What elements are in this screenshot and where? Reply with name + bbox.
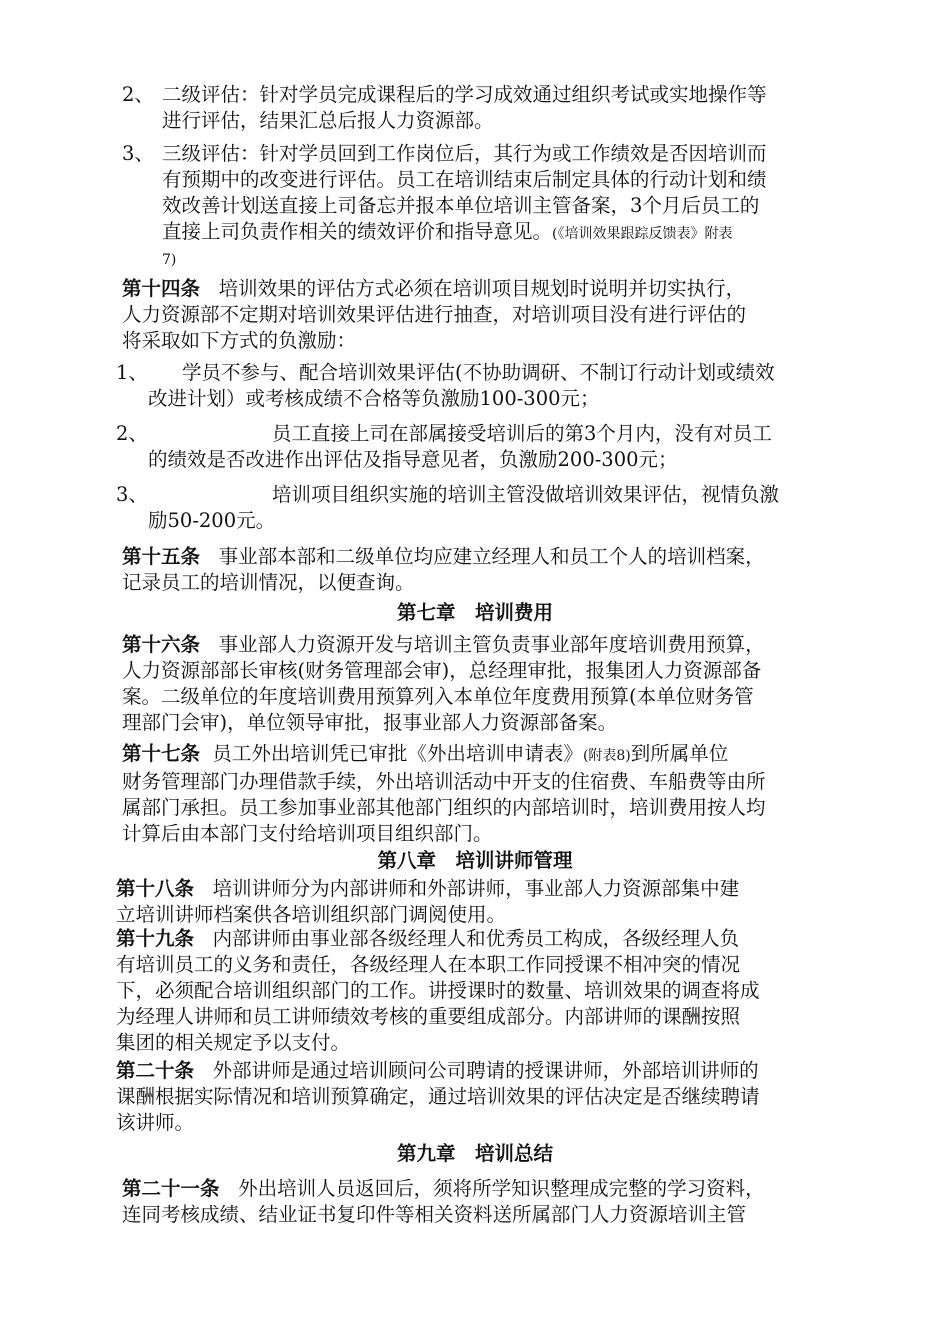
list-item — [148, 386, 600, 412]
text-line: 有培训员工的义务和责任，各级经理人在本职工作同授课不相冲突的情况 — [116, 953, 741, 976]
text-line: 记录员工的培训情况，以便查询。 — [122, 571, 415, 594]
text-line: 集团的相关规定予以支付。 — [116, 1031, 351, 1054]
article-18 — [116, 876, 739, 928]
text-line: 进行评估，结果汇总后报人力资源部。 — [162, 109, 494, 132]
text-line: 员工直接上司在部属接受培训后的第3个月内，没有对员工 — [272, 422, 772, 445]
text-line: 事业部人力资源开发与培训主管负责事业部年度培训费用预算， — [218, 633, 765, 656]
text-line: 该讲师。 — [116, 1111, 195, 1134]
text-line: 属部门承担。员工参加事业部其他部门组织的内部培训时，培训费用按人均 — [122, 796, 766, 819]
list-item — [162, 82, 767, 134]
text-line: 下，必须配合培训组织部门的工作。讲授课时的数量、培训效果的调查将成 — [116, 979, 760, 1002]
article-17 — [122, 741, 766, 847]
text-line: 直接上司负责作相关的绩效评价和指导意见。 — [162, 220, 553, 243]
list-item — [148, 447, 678, 473]
text-line: 理部门会审)，单位领导审批，报事业部人力资源部备案。 — [122, 711, 618, 734]
text-line: 将采取如下方式的负激励： — [122, 329, 357, 352]
text-line: 有预期中的改变进行评估。员工在培训结束后制定具体的行动计划和绩 — [162, 168, 767, 191]
text-line: 培训项目组织实施的培训主管没做培训效果评估，视情负激 — [272, 483, 780, 506]
article-label: 第十五条 — [122, 545, 201, 568]
text-line: 二级评估：针对学员完成课程后的学习成效通过组织考试或实地操作等 — [162, 83, 767, 106]
text-line: 的绩效是否改进作出评估及指导意见者，负激励200-300元； — [148, 448, 678, 471]
article-21 — [122, 1176, 765, 1228]
form-reference: (附表8) — [582, 748, 631, 764]
text-line: 员工外出培训凭已审批《外出培训申请表》 — [212, 742, 583, 765]
text-line: 财务管理部门办理借款手续，外出培训活动中开支的住宿费、车船费等由所 — [122, 770, 766, 793]
text-line: 立培训讲师档案供各培训组织部门调阅使用。 — [116, 903, 507, 926]
item-number: 3、 — [122, 142, 154, 165]
article-label: 第十九条 — [116, 927, 195, 950]
text-line: 人力资源部不定期对培训效果评估进行抽查，对培训项目没有进行评估的 — [122, 303, 747, 326]
text-line: 课酬根据实际情况和培训预算确定，通过培训效果的评估决定是否继续聘请 — [116, 1085, 760, 1108]
text-line: 连同考核成绩、结业证书复印件等相关资料送所属部门人力资源培训主管 — [122, 1203, 747, 1226]
article-label: 第十四条 — [122, 277, 201, 300]
list-item — [272, 421, 772, 447]
text-line: 外出培训人员返回后，须将所学知识整理成完整的学习资料， — [238, 1177, 765, 1200]
text-line: 事业部本部和二级单位均应建立经理人和员工个人的培训档案， — [218, 545, 765, 568]
item-number: 1、 — [116, 361, 148, 384]
form-reference: 7) — [162, 252, 177, 268]
text-line: 为经理人讲师和员工讲师绩效考核的重要组成部分。内部讲师的课酬按照 — [116, 1005, 741, 1028]
list-item — [182, 360, 775, 386]
chapter-heading: 第八章 培训讲师管理 — [377, 849, 573, 872]
text-line: 学员不参与、配合培训效果评估(不协助调研、不制订行动计划或绩效 — [182, 361, 775, 384]
item-number: 3、 — [116, 483, 148, 506]
text-line: 到所属单位 — [630, 742, 729, 765]
text-line: 计算后由本部门支付给培训项目组织部门。 — [122, 822, 493, 845]
form-reference: (《培训效果跟踪反馈表》附表 — [552, 226, 733, 242]
item-number: 2、 — [122, 83, 154, 106]
text-line: 效改善计划送直接上司备忘并报本单位培训主管备案，3个月后员工的 — [162, 194, 760, 217]
text-line: 人力资源部部长审核(财务管理部会审)，总经理审批，报集团人力资源部备 — [122, 659, 762, 682]
article-label: 第十七条 — [122, 742, 201, 765]
chapter-heading: 第九章 培训总结 — [396, 1142, 553, 1165]
article-label: 第二十一条 — [122, 1177, 220, 1200]
text-line: 三级评估：针对学员回到工作岗位后，其行为或工作绩效是否因培训而 — [162, 142, 767, 165]
article-label: 第二十条 — [116, 1059, 195, 1082]
text-line: 内部讲师由事业部各级经理人和优秀员工构成，各级经理人负 — [212, 927, 740, 950]
article-label: 第十六条 — [122, 633, 201, 656]
article-label: 第十八条 — [116, 877, 195, 900]
list-item — [162, 141, 767, 273]
text-line: 励50-200元。 — [148, 509, 276, 532]
article-20 — [116, 1058, 760, 1136]
list-item — [272, 482, 779, 508]
text-line: 改进计划）或考核成绩不合格等负激励100-300元； — [148, 387, 600, 410]
article-16 — [122, 632, 765, 736]
text-line: 培训效果的评估方式必须在培训项目规划时说明并切实执行， — [218, 277, 746, 300]
text-line: 案。二级单位的年度培训费用预算列入本单位年度费用预算(本单位财务管 — [122, 685, 754, 708]
chapter-heading: 第七章 培训费用 — [396, 601, 553, 624]
text-line: 培训讲师分为内部讲师和外部讲师，事业部人力资源部集中建 — [212, 877, 740, 900]
article-15 — [122, 544, 765, 596]
article-19 — [116, 926, 760, 1056]
article-14 — [122, 276, 746, 354]
text-line: 外部讲师是通过培训顾问公司聘请的授课讲师，外部培训讲师的 — [212, 1059, 759, 1082]
list-item — [148, 508, 275, 534]
item-number: 2、 — [116, 422, 148, 445]
